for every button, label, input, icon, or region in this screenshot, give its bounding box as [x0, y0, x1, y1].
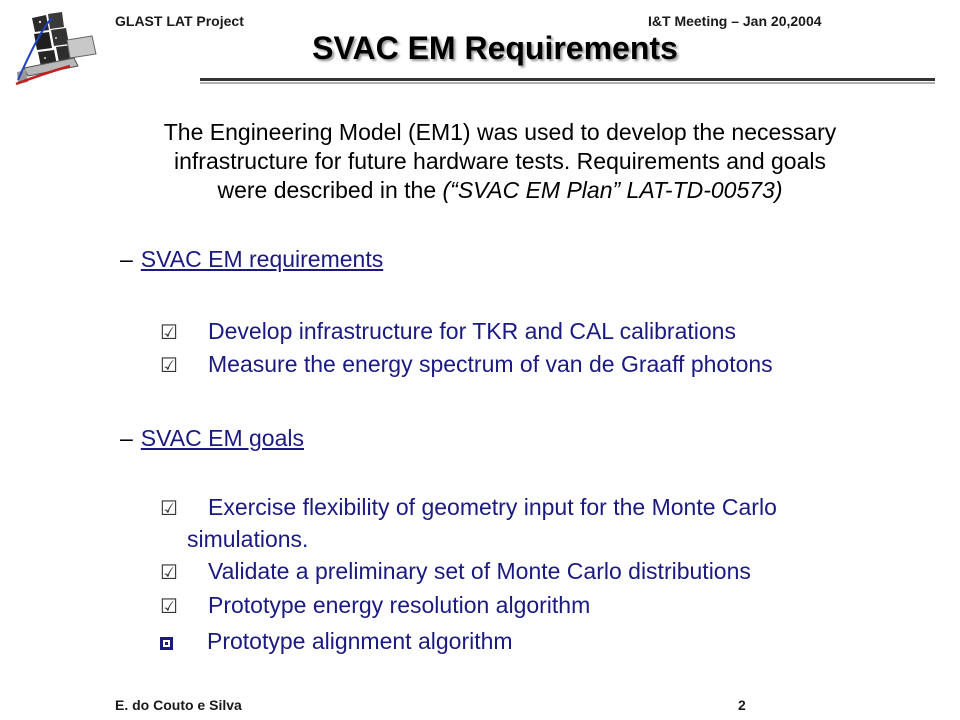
slide-title: SVAC EM Requirements	[312, 30, 678, 66]
dash-bullet: –	[120, 246, 133, 272]
goal-item-3-text: Prototype energy resolution algorithm	[208, 592, 591, 618]
title-rule-shadow	[200, 82, 935, 84]
title-rule	[200, 78, 935, 81]
intro-line-2: infrastructure for future hardware tests. Requirements and goals	[174, 148, 826, 174]
header-project: GLAST LAT Project	[115, 13, 244, 29]
goal-item-3	[160, 590, 900, 622]
empty-box-icon	[160, 637, 173, 650]
dash-bullet: –	[120, 425, 133, 451]
intro-reference: (“SVAC EM Plan” LAT-TD-00573)	[442, 177, 783, 203]
goal-item-1-text: Exercise flexibility of geometry input for the Monte Carlo	[208, 494, 777, 520]
footer-page-number: 2	[738, 697, 746, 713]
checked-box-icon: ☑	[160, 322, 178, 344]
goal-item-1-continuation: simulations.	[187, 526, 309, 552]
intro-paragraph	[75, 118, 925, 205]
goal-item-1	[160, 492, 900, 554]
checked-box-icon: ☑	[160, 596, 178, 618]
intro-line-3	[75, 176, 925, 205]
goal-item-2	[160, 556, 900, 588]
requirements-link[interactable]: SVAC EM requirements	[140, 246, 384, 272]
goals-heading	[120, 425, 304, 452]
checked-box-icon: ☑	[160, 355, 178, 377]
footer-author: E. do Couto e Silva	[115, 697, 242, 713]
intro-line-1: The Engineering Model (EM1) was used to develop the necessary	[163, 119, 837, 145]
requirement-item-2-text: Measure the energy spectrum of van de Graaff photons	[208, 351, 773, 377]
goals-link[interactable]: SVAC EM goals	[140, 425, 304, 451]
intro-line-3-text: were described in the	[217, 177, 443, 203]
requirement-item-1-text: Develop infrastructure for TKR and CAL calibrations	[208, 318, 736, 344]
checked-box-icon: ☑	[160, 562, 178, 584]
requirements-heading	[120, 246, 383, 273]
goal-item-4-text: Prototype alignment algorithm	[207, 628, 513, 654]
checked-box-icon: ☑	[160, 498, 178, 520]
goal-item-2-text: Validate a preliminary set of Monte Carlo distributions	[208, 558, 751, 584]
requirement-item-2	[160, 349, 900, 381]
requirement-item-1	[160, 316, 900, 348]
goal-item-4	[160, 626, 900, 656]
header-meeting: I&T Meeting – Jan 20,2004	[648, 13, 822, 29]
